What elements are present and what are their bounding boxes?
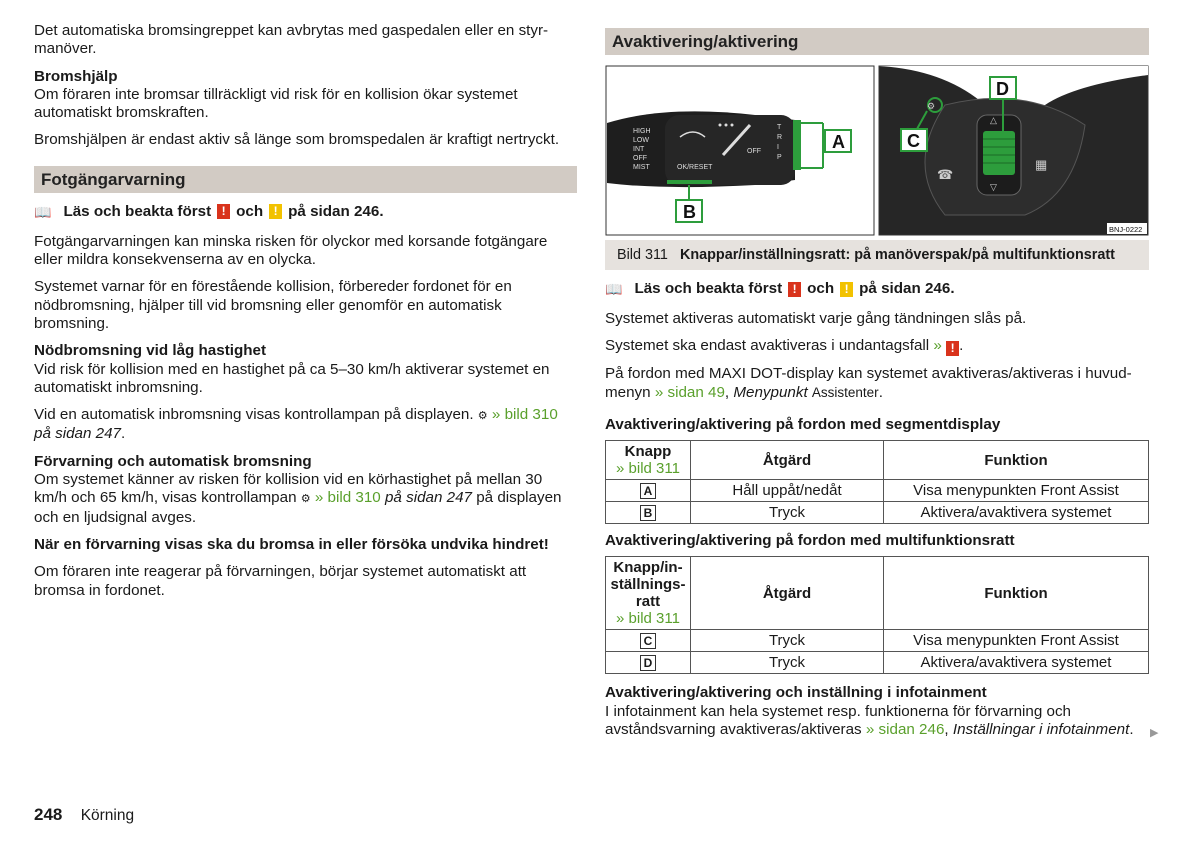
function-cell: Aktivera/avaktivera systemet — [884, 652, 1149, 674]
lever-label: OFF — [633, 155, 647, 162]
lever-label: HIGH — [633, 128, 651, 135]
read-first-note — [605, 280, 1149, 298]
paragraph: Om föraren inte bromsar tillräckligt vid risk för en kollision ökar systemet automatiskt bromskraften. — [34, 85, 518, 122]
figure-illustration — [605, 65, 1149, 236]
paragraph-info: I infotainment kan hela systemet resp. funktionerna för förvarning och avståndsvarning avaktiveras/aktiveras » sidan 246, Inställningar i infotainment. — [605, 702, 1134, 739]
read-first-note — [34, 203, 577, 221]
paragraph: Bromshjälpen är endast aktiv så länge som bromspedalen är kraftigt nertryckt. — [34, 131, 560, 149]
table-segmentdisplay — [605, 440, 1149, 524]
caption-text: Knappar/inställningsratt: på manöverspak/på multifunktionsratt — [679, 247, 1115, 263]
paragraph: Systemet aktiveras automatiskt varje gång tändningen slås på. — [605, 310, 1027, 327]
forv-text-b: på displayen och en ljudsignal avges. — [34, 489, 562, 526]
page-link[interactable]: » sidan 246 — [865, 721, 945, 739]
col-funktion: Funktion — [884, 441, 1149, 480]
key-label: C — [640, 633, 656, 649]
bold-warning-text: När en förvarning visas ska du bromsa in eller försöka undvika hindret! — [34, 535, 549, 553]
table2-title: Avaktivering/aktivering på fordon med multifunktionsratt — [605, 532, 1015, 550]
warning-link[interactable]: » — [933, 337, 942, 355]
paragraph: Systemet varnar för en förestående kollision, förbereder fordonet för en nödbromsning, hjälper till vid bromsning eller genomför en automatisk bromsning. — [34, 278, 512, 332]
menu-item-label: Menypunkt — [733, 383, 808, 401]
caution-icon: ! — [840, 282, 853, 297]
figure-link[interactable]: » bild 311 — [616, 610, 680, 628]
forv-text-a: Om systemet känner av risken för kollision vid en körhastighet på mellan 30 km/h och 65 km/h, visas kontrollampan — [34, 471, 543, 507]
section-heading-avaktivering: Avaktivering/aktivering — [605, 28, 1149, 55]
auto-text: Vid en automatisk inbromsning visas kontrollampan på displayen. — [34, 406, 474, 424]
right-column — [605, 28, 1149, 739]
note-and: och — [236, 202, 264, 220]
svg-text:△: △ — [990, 115, 997, 125]
info-title: Avaktivering/aktivering och inställning i infotainment — [605, 684, 987, 702]
view-icon: ▦ — [1035, 157, 1048, 172]
lever-label: INT — [633, 146, 645, 153]
figure-link[interactable]: » bild 310 — [491, 406, 558, 424]
action-cell: Håll uppåt/nedåt — [691, 480, 884, 502]
header-line: ratt — [635, 593, 661, 611]
svg-text:I: I — [777, 144, 779, 151]
page-link[interactable]: » sidan 49 — [654, 383, 725, 401]
action-cell: Tryck — [691, 502, 884, 524]
note-and: och — [807, 280, 835, 297]
lever-label: MIST — [633, 164, 650, 171]
svg-text:D: D — [996, 79, 1009, 99]
header-line: Knapp/in- — [613, 559, 683, 577]
key-cell — [606, 480, 691, 502]
function-cell: Aktivera/avaktivera systemet — [884, 502, 1149, 524]
paragraph-maxidot: På fordon med MAXI DOT-display kan systemet avaktiveras/aktiveras i huvud-menyn » sidan 49, Menypunkt Assistenter. — [605, 365, 1132, 401]
header-knapp: Knapp — [624, 443, 672, 461]
table-row — [606, 652, 1149, 674]
paragraph: Vid risk för kollision med en hastighet på ca 5–30 km/h aktiverar systemet en automatiskt inbromsning. — [34, 360, 550, 396]
pedestrian-warning-icon: ⚙ — [477, 410, 488, 423]
table-row — [606, 630, 1149, 652]
book-icon: 📖 — [605, 281, 623, 297]
page-ref: på sidan 247 — [34, 425, 121, 443]
chapter-name: Körning — [80, 807, 135, 824]
figure-link[interactable]: » bild 311 — [616, 460, 680, 478]
warning-icon: ! — [946, 341, 959, 356]
pedestrian-warning-icon: ⚙ — [300, 493, 311, 506]
svg-text:T: T — [777, 124, 782, 131]
paragraph: Det automatiska bromsingreppet kan avbrytas med gaspedalen eller en styr-manöver. — [34, 22, 549, 58]
svg-text:P: P — [777, 154, 782, 161]
page-footer — [34, 805, 134, 825]
continue-arrow-icon: ▶ — [1150, 727, 1159, 739]
action-cell: Tryck — [691, 630, 884, 652]
key-label: B — [640, 505, 656, 521]
caution-icon: ! — [269, 204, 282, 219]
key-label: D — [640, 655, 656, 671]
figure-code: BNJ-0222 — [1109, 225, 1143, 234]
table-row — [606, 502, 1149, 524]
page-ref: på sidan 247 — [384, 489, 472, 507]
svg-text:A: A — [832, 132, 845, 152]
warning-icon: ! — [788, 282, 801, 297]
col-knapp — [606, 557, 691, 630]
key-cell — [606, 630, 691, 652]
col-knapp — [606, 441, 691, 480]
trip-button-green — [793, 120, 801, 170]
note-suffix: på sidan 246. — [288, 202, 384, 220]
svg-text:R: R — [777, 134, 783, 141]
info-text: I infotainment kan hela systemet resp. funktionerna för förvarning och avståndsvarning avaktiveras/aktiveras — [605, 702, 1071, 739]
table-multifunktionsratt — [605, 556, 1149, 674]
table-header-row — [606, 441, 1149, 480]
note-suffix: på sidan 246. — [859, 280, 955, 297]
warning-icon: ! — [217, 204, 230, 219]
figure-caption — [605, 240, 1149, 270]
function-cell: Visa menypunkten Front Assist — [884, 630, 1149, 652]
paragraph: Fotgängarvarningen kan minska risken för olyckor med korsande fotgängare eller mildra konsekvenserna av en olycka. — [34, 232, 548, 269]
table-header-row — [606, 557, 1149, 630]
section-heading-fotgangarvarning: Fotgängarvarning — [34, 166, 577, 193]
phone-icon: ☎ — [937, 167, 954, 182]
figure-link[interactable]: » bild 310 — [314, 489, 381, 507]
subheading-forvarning: Förvarning och automatisk bromsning — [34, 452, 312, 470]
caption-number: Bild 311 — [617, 247, 668, 263]
key-cell — [606, 502, 691, 524]
page-number: 248 — [34, 805, 63, 824]
col-atgard: Åtgärd — [691, 557, 884, 630]
note-prefix: Läs och beakta först — [63, 202, 212, 220]
header-line: ställnings- — [610, 576, 686, 594]
subheading-nodbromsning: Nödbromsning vid låg hastighet — [34, 342, 267, 360]
paragraph: Om föraren inte reagerar på förvarningen, börjar systemet automatiskt att bromsa in fordonet. — [34, 563, 527, 599]
svg-text:C: C — [907, 131, 920, 151]
col-funktion: Funktion — [884, 557, 1149, 630]
table1-title: Avaktivering/aktivering på fordon med segmentdisplay — [605, 415, 1001, 433]
svg-text:▽: ▽ — [990, 182, 997, 192]
paragraph-undantag: Systemet ska endast avaktiveras i undantagsfall » ! . — [605, 337, 964, 356]
action-cell: Tryck — [691, 652, 884, 674]
p2-text: Systemet ska endast avaktiveras i undantagsfall — [605, 337, 930, 355]
menu-item-value: Assistenter — [811, 384, 879, 400]
key-label: A — [640, 483, 656, 499]
function-cell: Visa menypunkten Front Assist — [884, 480, 1149, 502]
menu-path: Inställningar i infotainment — [952, 721, 1130, 739]
book-icon: 📖 — [34, 203, 52, 220]
off-label: OFF — [747, 148, 761, 155]
table-row — [606, 480, 1149, 502]
figure-311 — [605, 65, 1149, 236]
p3-text: På fordon med MAXI DOT-display kan systemet avaktiveras/aktiveras i huvud-menyn — [605, 365, 1132, 401]
key-cell — [606, 652, 691, 674]
lever-label: LOW — [633, 137, 649, 144]
subheading-bromshjalp: Bromshjälp — [34, 67, 118, 85]
ok-reset-label: OK/RESET — [677, 164, 713, 171]
col-atgard: Åtgärd — [691, 441, 884, 480]
left-column — [34, 22, 577, 600]
thumbwheel — [983, 131, 1015, 175]
svg-text:B: B — [683, 202, 696, 222]
svg-text:⚙: ⚙ — [927, 101, 936, 111]
paragraph-forvarning — [34, 471, 577, 527]
paragraph-auto: Vid en automatisk inbromsning visas kontrollampan på displayen. ⚙ » bild 310 på sidan 247. — [34, 406, 558, 443]
note-prefix: Läs och beakta först — [634, 280, 783, 297]
